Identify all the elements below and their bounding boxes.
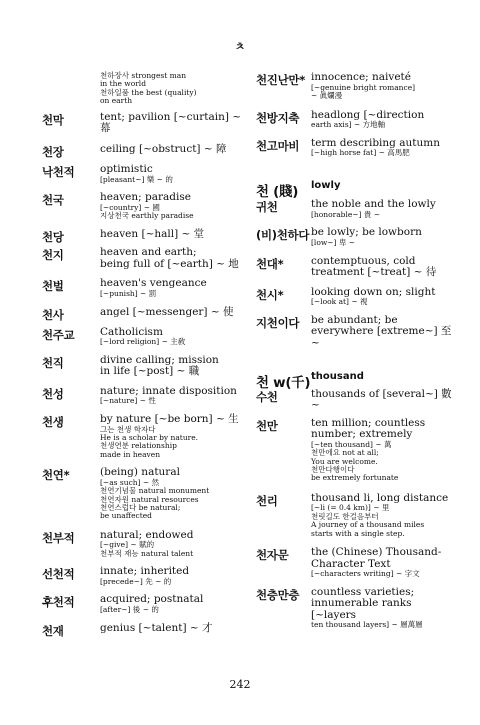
entry-etymology: [~characters writing] ~ 字文	[311, 569, 420, 579]
dictionary-entry	[42, 467, 247, 521]
entry-headword: 천대*	[256, 256, 284, 271]
dictionary-entry	[42, 164, 247, 184]
entry-headword: 천층만층	[256, 587, 300, 602]
page-header-glyph: ㅊ	[234, 40, 246, 53]
entry-headword: 수천	[256, 389, 278, 404]
entry-example: He is a scholar by nature.	[100, 432, 199, 442]
entry-definition: Character Text	[311, 557, 391, 570]
entry-etymology: [~high horse fat] ~ 高馬肥	[311, 148, 410, 158]
entry-definition: heaven [~hall] ~ 堂	[100, 227, 205, 240]
entry-definition: ten million; countless	[311, 416, 426, 429]
page-number: 242	[229, 678, 251, 691]
entry-etymology: [~as such] ~ 然	[100, 477, 160, 487]
entry-definition: optimistic	[100, 163, 153, 176]
entry-example: made in heaven	[100, 449, 161, 459]
entry-headword: 천사	[42, 308, 64, 323]
entry-etymology: [~punish] ~ 罰	[100, 288, 157, 298]
entry-etymology: [precede~] 先 ~ 的	[100, 576, 172, 586]
entry-definition: in life [~post] ~ 職	[100, 365, 200, 378]
entry-definition: everywhere [extreme~] 至 ~	[311, 325, 452, 349]
entry-headword: 귀천	[256, 200, 278, 215]
dictionary-entry	[42, 386, 247, 406]
dictionary-entry	[256, 256, 456, 279]
entry-definition: treatment [~treat] ~ 待	[311, 266, 437, 279]
entry-example: 천만에요 not at all;	[311, 448, 379, 458]
entry-example: be extremely fortunate	[311, 473, 399, 483]
dictionary-entry	[42, 142, 247, 159]
entry-definition: innate; inherited	[100, 565, 190, 578]
entry-example: starts with a single step.	[311, 528, 405, 538]
entry-example: 천연자원 natural resources	[100, 494, 199, 504]
entry-definition: the noble and the lowly	[311, 198, 436, 211]
entry-definition: heaven and earth;	[100, 246, 197, 259]
dictionary-entry	[42, 414, 247, 459]
dictionary-entry	[42, 247, 247, 270]
dictionary-entry	[42, 621, 247, 638]
dictionary-entry	[256, 179, 456, 200]
entry-etymology: ten thousand layers] ~ 層萬層	[311, 620, 423, 630]
entry-definition: tent; pavilion [~curtain] ~ 幕	[100, 110, 242, 135]
dictionary-entry	[256, 199, 456, 219]
dictionary-entry	[256, 493, 456, 538]
entry-headword: 천시*	[256, 287, 284, 302]
entry-etymology: [honorable~] 貴 ~	[311, 209, 381, 219]
entry-example: 천하장사 strongest man	[100, 71, 187, 80]
dictionary-entry	[42, 530, 247, 559]
entry-example: 천연기념물 natural monument	[100, 486, 210, 496]
entry-headword: 천고마비	[256, 138, 300, 153]
entry-etymology: [~lord religion] ~ 主敎	[100, 337, 186, 347]
entry-headword: 천진난만*	[256, 73, 305, 87]
right-column	[256, 72, 456, 630]
entry-headword: 후천적	[42, 595, 75, 610]
entry-definition: lowly	[311, 179, 341, 191]
left-column	[42, 71, 247, 638]
dictionary-entry	[256, 587, 456, 630]
entry-headword: 천성	[42, 386, 64, 401]
entry-definition: innumerable ranks [~layers	[311, 597, 412, 621]
entry-etymology: [low~] 卑 ~	[311, 237, 356, 247]
entry-definition: divine calling; mission	[100, 353, 219, 366]
entry-headword: 천지	[42, 248, 64, 263]
entry-definition: nature; innate disposition	[100, 384, 237, 397]
dictionary-entry	[42, 327, 247, 347]
entry-definition: Catholicism	[100, 325, 163, 338]
dictionary-entry	[42, 192, 247, 221]
dictionary-entry	[42, 72, 247, 106]
entry-example: 그는 천생 학자다	[100, 424, 156, 434]
entry-definition: ceiling [~obstruct] ~ 障	[100, 142, 227, 155]
entry-headword: 천재	[42, 623, 64, 638]
dictionary-entry	[256, 138, 456, 158]
dictionary-entry	[42, 278, 247, 298]
entry-definition: thousands of [several~] 數 ~	[311, 387, 452, 412]
entry-example: 천하일품 the best (quality)	[100, 87, 197, 97]
entry-headword: 천리	[256, 493, 278, 508]
entry-headword: 천장	[42, 144, 64, 159]
entry-etymology: [~give] ~ 賦的	[100, 540, 155, 550]
dictionary-entry	[256, 110, 456, 130]
entry-definition: term describing autumn	[311, 136, 440, 149]
dictionary-entry	[42, 594, 247, 614]
entry-headword: 천만	[256, 418, 278, 433]
entry-example: on earth	[100, 96, 133, 106]
entry-etymology: earth axis] ~ 方地軸	[311, 120, 386, 130]
entry-etymology: [~look at] ~ 視	[311, 297, 368, 307]
entry-etymology: [~li (= 0.4 km)] ~ 里	[311, 503, 390, 513]
entry-definition: heaven; paradise	[100, 191, 191, 204]
entry-example: 천생연분 relationship	[100, 441, 177, 451]
dictionary-entry	[256, 547, 456, 579]
entry-headword: 선천적	[42, 567, 75, 582]
dictionary-entry	[256, 315, 456, 350]
entry-etymology: [~ten thousand] ~ 萬	[311, 439, 392, 449]
entry-headword: 낙천적	[42, 165, 75, 180]
entry-headword: 천부적	[42, 530, 75, 545]
dictionary-entry	[256, 389, 456, 412]
entry-example: 천릿길도 한걸음부터	[311, 511, 379, 521]
dictionary-entry	[256, 371, 456, 392]
entry-example: 천부적 재능 natural talent	[100, 548, 194, 558]
entry-definition: number; extremely	[311, 428, 413, 441]
entry-etymology: [pleasant~] 樂 ~ 的	[100, 174, 173, 184]
entry-example: 천연스럽다 be natural;	[100, 503, 181, 513]
dictionary-entry	[42, 566, 247, 586]
entry-etymology: [after~] 後 ~ 的	[100, 604, 159, 614]
entry-definition: genius [~talent] ~ 才	[100, 621, 213, 634]
entry-definition: (being) natural	[100, 466, 180, 479]
entry-headword: 천주교	[42, 327, 75, 342]
entry-headword: 천막	[42, 112, 64, 127]
entry-example: be unaffected	[100, 511, 152, 521]
entry-definition: heaven's vengeance	[100, 277, 207, 290]
dictionary-entry	[42, 112, 247, 135]
entry-headword: (비)천하다	[256, 228, 310, 243]
entry-example: A journey of a thousand miles	[311, 520, 425, 530]
entry-headword: 천당	[42, 229, 64, 244]
entry-definition: headlong [~direction	[311, 108, 425, 121]
entry-example: in the world	[100, 79, 146, 89]
entry-example: 지상천국 earthly paradise	[100, 211, 194, 221]
dictionary-entry	[256, 287, 456, 307]
dictionary-entry	[256, 418, 456, 483]
entry-headword: 천 w(千)	[256, 375, 311, 392]
dictionary-entry	[256, 227, 456, 247]
entry-definition: by nature [~be born] ~ 生	[100, 413, 239, 425]
entry-example: 천만다행이다	[311, 465, 355, 475]
dictionary-entry	[42, 227, 247, 244]
entry-headword: 지천이다	[256, 315, 300, 330]
entry-definition: contemptuous, cold	[311, 254, 416, 267]
entry-headword: 천생	[42, 415, 64, 429]
entry-definition: thousand li, long distance	[311, 491, 449, 504]
entry-definition: looking down on; slight	[311, 285, 436, 298]
entry-headword: 천 (賤)	[256, 183, 299, 200]
entry-definition: be abundant; be	[311, 313, 398, 326]
entry-definition: angel [~messenger] ~ 使	[100, 306, 234, 319]
entry-definition: being full of [~earth] ~ 地	[100, 257, 239, 270]
entry-definition: the (Chinese) Thousand-	[311, 546, 442, 559]
entry-headword: 천국	[42, 193, 64, 208]
entry-definition: be lowly; be lowborn	[311, 226, 422, 239]
dictionary-entry	[42, 355, 247, 378]
entry-headword: 천직	[42, 355, 64, 370]
entry-definition: acquired; postnatal	[100, 593, 204, 606]
entry-headword: 천자문	[256, 548, 289, 563]
entry-definition: natural; endowed	[100, 528, 194, 541]
entry-headword: 천연*	[42, 468, 70, 483]
entry-definition: countless varieties;	[311, 585, 415, 598]
entry-definition: innocence; naiveté	[311, 71, 411, 83]
entry-etymology: [~genuine bright romance]	[311, 82, 416, 92]
dictionary-entry	[256, 72, 456, 101]
entry-etymology: ~ 眞爛漫	[311, 91, 343, 101]
dictionary-entry	[42, 306, 247, 323]
entry-definition: thousand	[311, 371, 364, 383]
entry-etymology: [~country] ~ 國	[100, 202, 160, 212]
entry-etymology: [~nature] ~ 性	[100, 396, 156, 406]
entry-headword: 천방지축	[256, 110, 300, 125]
entry-example: You are welcome.	[311, 456, 378, 466]
entry-headword: 천벌	[42, 279, 64, 294]
